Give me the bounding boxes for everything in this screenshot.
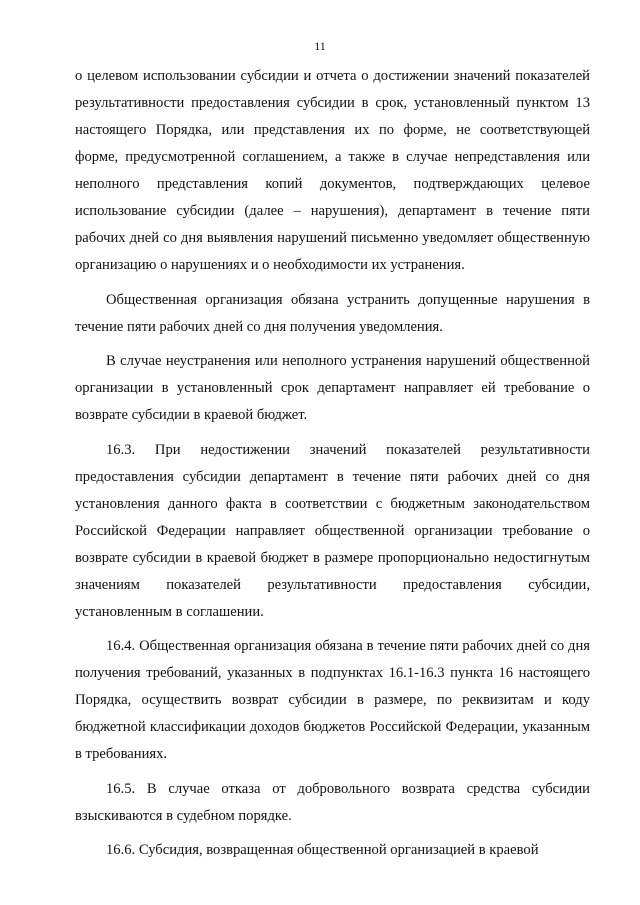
paragraph: Общественная организация обязана устранить допущенные нарушения в течение пяти рабочих дней со дня получения уведомления.	[75, 291, 590, 335]
page-number: 11	[314, 39, 326, 53]
paragraph: 16.5. В случае отказа от добровольного возврата средства субсидии взыскиваются в судебном порядке.	[75, 780, 590, 824]
paragraph: В случае неустранения или неполного устранения нарушений общественной организации в установленный срок департамент направляет ей требование о возврате субсидии в краевой бюджет.	[75, 353, 590, 423]
paragraph: 16.3. При недостижении значений показателей результативности предоставления субсидии департамент в течение пяти рабочих дней со дня установления данного факта в соответствии с бюджетным законодательством Российской Федерации направляет общественной организации требование о возврате субсидии в краевой бюджет в размере пропорционально недостигнутым значениям показателей результативности предоставления субсидии, установленным в соглашении.	[75, 441, 590, 620]
document-body	[75, 63, 590, 872]
paragraph: о целевом использовании субсидии и отчета о достижении значений показателей результативности предоставления субсидии в срок, установленный пунктом 13 настоящего Порядка, или представления их по форме, не соответствующей форме, предусмотренной соглашением, а также в случае непредставления или неполного представления копий документов, подтверждающих целевое использование субсидии (далее – нарушения), департамент в течение пяти рабочих дней со дня выявления нарушений письменно уведомляет общественную организацию о нарушениях и о необходимости их устранения.	[75, 68, 590, 273]
paragraph: 16.6. Субсидия, возвращенная общественной организацией в краевой	[106, 842, 539, 858]
paragraph: 16.4. Общественная организация обязана в течение пяти рабочих дней со дня получения требований, указанных в подпунктах 16.1-16.3 пункта 16 настоящего Порядка, осуществить возврат субсидии в размере, по реквизитам и коду бюджетной классификации доходов бюджетов Российской Федерации, указанным в требованиях.	[75, 638, 590, 762]
